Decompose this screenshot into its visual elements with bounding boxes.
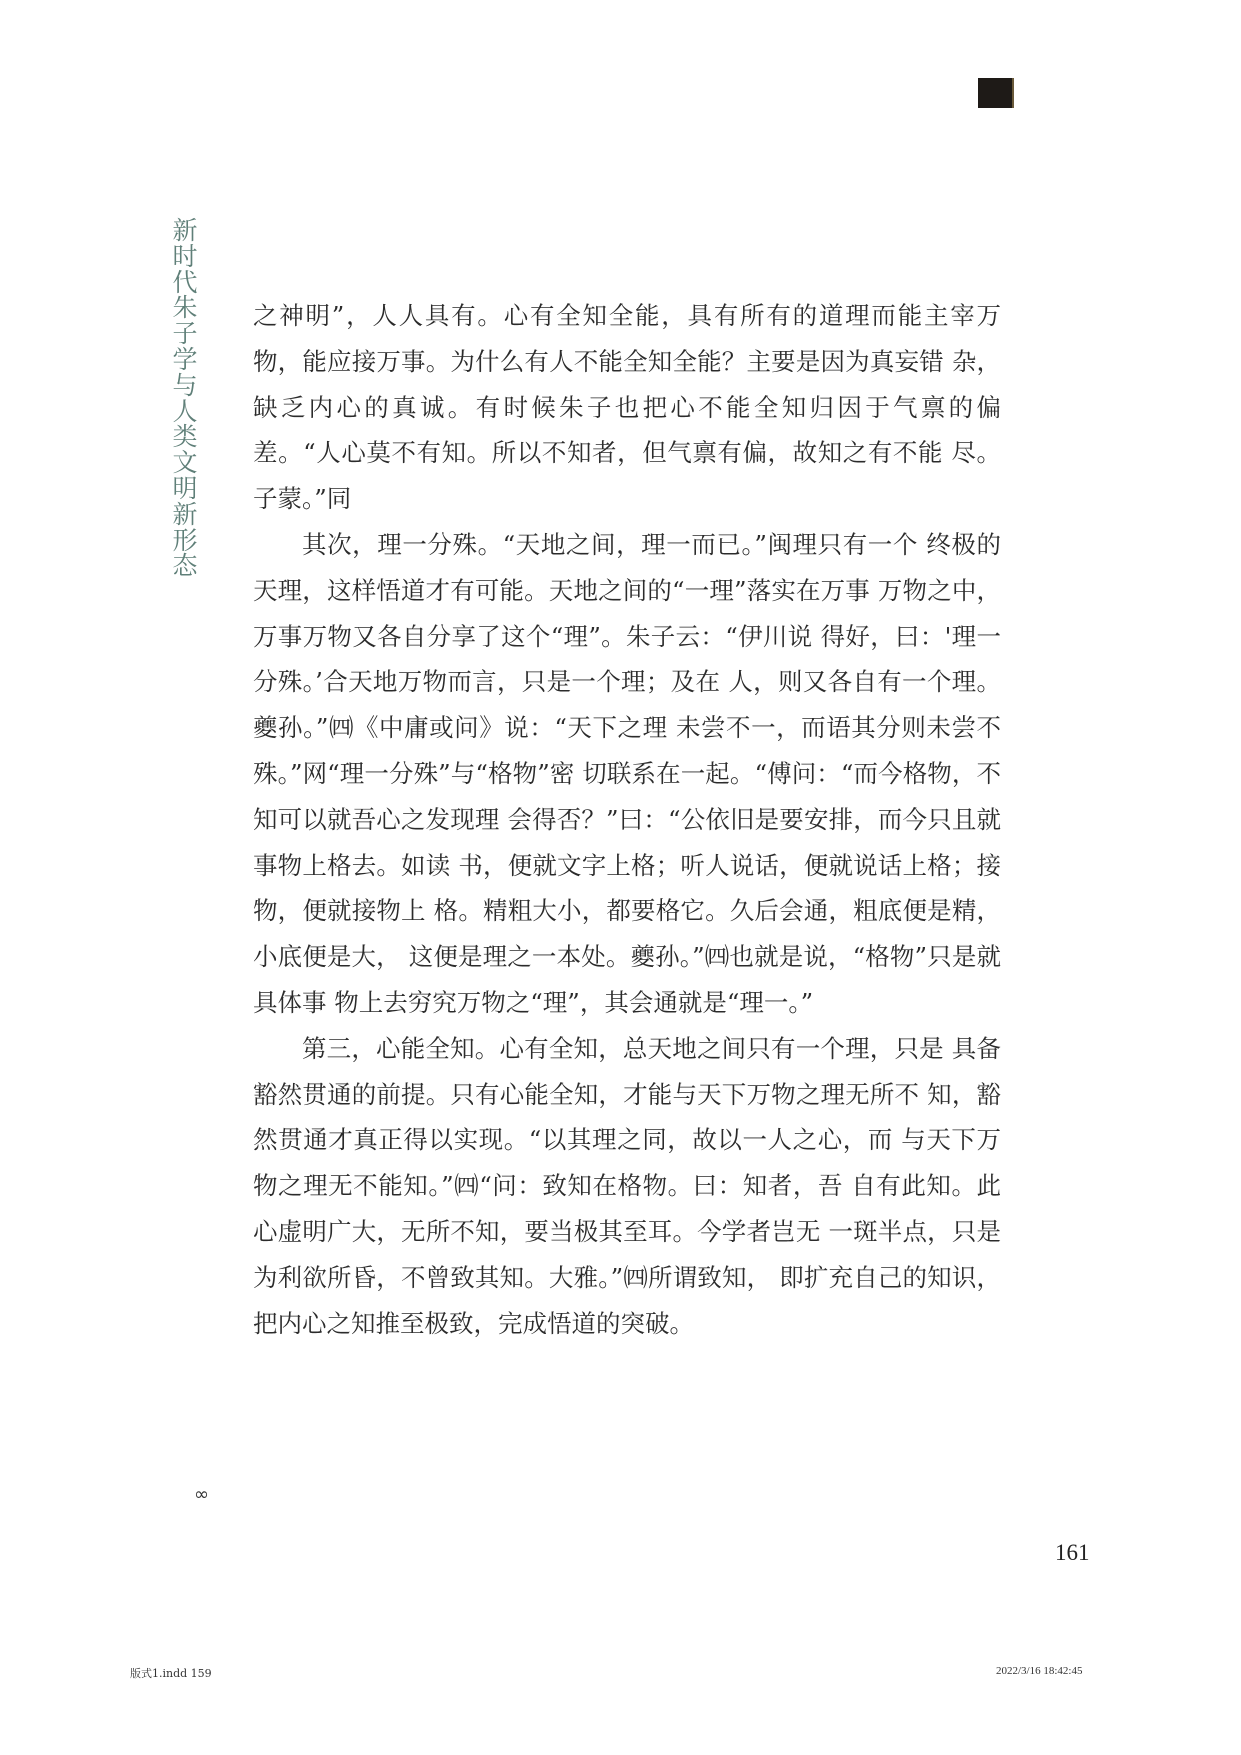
page-number: 161 (1055, 1540, 1090, 1565)
print-slug-timestamp: 2022/3/16 18:42:45 (996, 1665, 1083, 1677)
paragraph-3: 第三，心能全知。心有全知，总天地之间只有一个理，只是 具备豁然贯通的前提。只有心能全知，才能与天下万物之理无所不 知，豁然贯通才真正得以实现。“以其理之同，故以一人之心，而 与天下万物之理无不能知。”㈣“问：致知在格物。曰：知者，吾 自有此知。此心虚明广大，无所不知，要当极其至耳。今学者岂无 一斑半点，只是为利欲所昏，不曾致其知。大雅。”㈣所谓致知， 即扩充自己的知识，把内心之知推至极致，完成悟道的突破。 (253, 1033, 1001, 1338)
paragraph-1: 之神明”，人人具有。心有全知全能，具有所有的道理而能主宰万 物，能应接万事。为什么有人不能全知全能？主要是因为真妄错 杂，缺乏内心的真诚。有时候朱子也把心不能全知归因于气禀的偏 差。“人心莫不有知。所以不知者，但气禀有偏，故知之有不能 尽。子蒙。”同 (253, 301, 1001, 514)
print-slug-file: 版式1.indd 159 (130, 1667, 212, 1680)
body-text (253, 293, 1001, 1346)
margin-symbol: ∞ (194, 1484, 209, 1505)
corner-tab-mark (978, 78, 1012, 108)
paragraph-2: 其次，理一分殊。“天地之间，理一而已。”闽理只有一个 终极的天理，这样悟道才有可能。天地之间的“一理”落实在万事 万物之中，万事万物又各自分享了这个“理”。朱子云：“伊川说 得好，曰：'理一分殊。’合天地万物而言，只是一个理；及在 人，则又各自有一个理。夔孙。”㈣《中庸或问》说：“天下之理 未尝不一，而语其分则未尝不殊。”网“理一分殊”与“格物”密 切联系在一起。“傅问：“而今格物，不知可以就吾心之发现理 会得否？”曰：“公依旧是要安排，而今只且就事物上格去。如读 书，便就文字上格；听人说话，便就说话上格；接物，便就接物上 格。精粗大小，都要格它。久后会通，粗底便是精，小底便是大， 这便是理之一本处。夔孙。”㈣也就是说，“格物”只是就具体事 物上去穷究万物之“理”，其会通就是“理一。” (253, 529, 1001, 1017)
running-head-vertical: 新时代朱子学与人类文明新形态 (172, 216, 198, 581)
